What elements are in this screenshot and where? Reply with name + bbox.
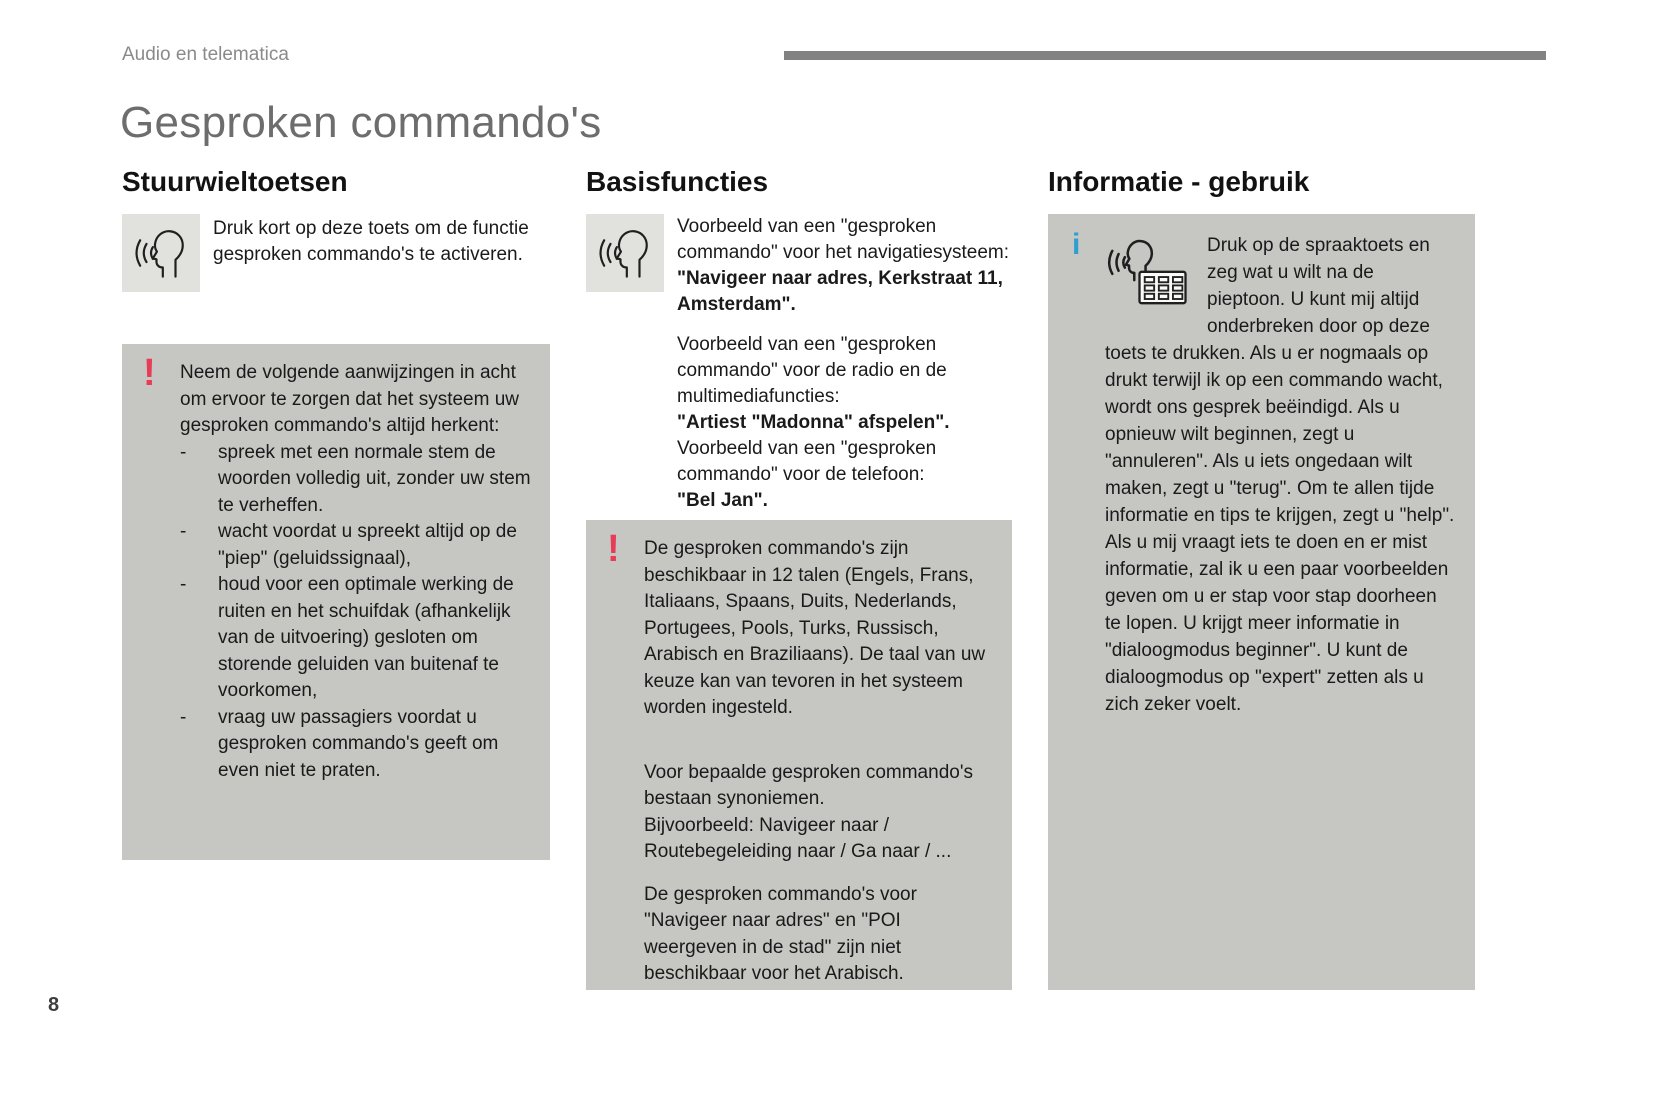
column-basics — [586, 166, 1012, 984]
steering-intro-row — [122, 214, 550, 292]
note-synonyms: Voor bepaalde gesproken commando's bestaan synoniemen. — [644, 761, 973, 809]
page-number: 8 — [48, 994, 60, 1016]
bullet-dash: - — [180, 441, 187, 463]
example-phone-command: "Bel Jan". — [677, 490, 768, 511]
voice-command-icon — [122, 214, 200, 292]
warning-box-basics — [586, 520, 1012, 990]
column-steering — [122, 166, 550, 781]
list-item-text: vraag uw passagiers voordat u gesproken commando's geeft om even niet te praten. — [218, 706, 499, 781]
voice-command-keypad-icon — [1105, 234, 1197, 318]
bullet-dash: - — [180, 521, 187, 542]
warning-exclamation-icon: ! — [143, 352, 156, 394]
voice-command-icon — [586, 214, 664, 292]
info-paragraph: Druk op de spraaktoets en zeg wat u wilt na de pieptoon. U kunt mij altijd onderbreken door op deze toets te drukken. Als u er nogmaals op drukt terwijl ik op een commando wacht, wordt ons gesprek beëindigd. Als u opnieuw wilt beginnen, zegt u "annuleren". Als u iets ongedaan wilt maken, zegt u "terug". Om te allen tijde informatie en tips te krijgen, zegt u "help". Als u mij vraagt iets te doen en er mist informatie, zal ik u een paar voorbeelden geven om u er stap voor stap doorheen te lopen. U krijgt meer informatie in "dialoogmodus beginner". U kunt de dialoogmodus op "expert" zetten als u zich zeker voelt. — [1105, 235, 1455, 715]
page-title: Gesproken commando's — [120, 98, 602, 147]
list-item-text: houd voor een optimale werking de ruiten en het schuifdak (afhankelijk van de uitvoering) gesloten om storende geluiden van buitenaf te voorkomen, — [218, 574, 514, 701]
steering-intro-text: Druk kort op deze toets om de functie gesproken commando's te activeren. — [213, 218, 529, 265]
example-media-label: Voorbeeld van een "gesproken commando" voor de radio en de multimediafuncties: — [677, 334, 947, 407]
header-rule — [784, 51, 1546, 60]
info-box — [1048, 214, 1475, 990]
warning-box-steering — [122, 344, 550, 860]
section-label: Audio en telematica — [122, 44, 289, 65]
list-item — [180, 519, 532, 572]
bullet-dash: - — [180, 574, 187, 595]
list-item-text: spreek met een normale stem de woorden volledig uit, zonder uw stem te verheffen. — [218, 441, 531, 516]
basics-body — [586, 214, 1012, 514]
note-synonyms-example: Bijvoorbeeld: Navigeer naar / Routebegeleiding naar / Ga naar / ... — [644, 814, 952, 862]
column-heading-info: Informatie - gebruik — [1048, 166, 1310, 197]
list-item — [180, 705, 532, 785]
note-languages: De gesproken commando's zijn beschikbaar in 12 talen (Engels, Frans, Italiaans, Spaans, Duits, Nederlands, Portugees, Pools, Turks, Russisch, Arabisch en Braziliaans). De taal van uw keuze kan van tevoren in het systeem worden ingesteld. — [644, 538, 986, 718]
info-icon: i — [1072, 228, 1081, 261]
column-heading-steering: Stuurwieltoetsen — [122, 166, 348, 197]
basics-examples — [677, 214, 1012, 514]
warning-list — [180, 440, 532, 785]
bullet-dash: - — [180, 706, 187, 728]
column-heading-basics: Basisfuncties — [586, 166, 769, 197]
column-info — [1048, 166, 1475, 715]
warning-exclamation-icon: ! — [607, 528, 620, 570]
example-nav-label: Voorbeeld van een "gesproken commando" voor het navigatiesysteem: — [677, 216, 1010, 263]
example-nav-command: "Navigeer naar adres, Kerkstraat 11, Amsterdam". — [677, 268, 1003, 315]
note-arabic-limit: De gesproken commando's voor "Navigeer naar adres" en "POI weergeven in de stad" zijn niet beschikbaar voor het Arabisch. — [644, 883, 917, 984]
warning-lead: Neem de volgende aanwijzingen in acht om ervoor te zorgen dat het systeem uw gesproken commando's altijd herkent: — [180, 362, 519, 436]
example-phone-label: Voorbeeld van een "gesproken commando" voor de telefoon: — [677, 438, 937, 485]
list-item — [180, 440, 532, 520]
list-item-text: wacht voordat u spreekt altijd op de "piep" (geluidssignaal), — [218, 521, 517, 569]
info-text — [1105, 232, 1455, 718]
list-item — [180, 572, 532, 705]
example-media-command: "Artiest "Madonna" afspelen". — [677, 412, 950, 433]
